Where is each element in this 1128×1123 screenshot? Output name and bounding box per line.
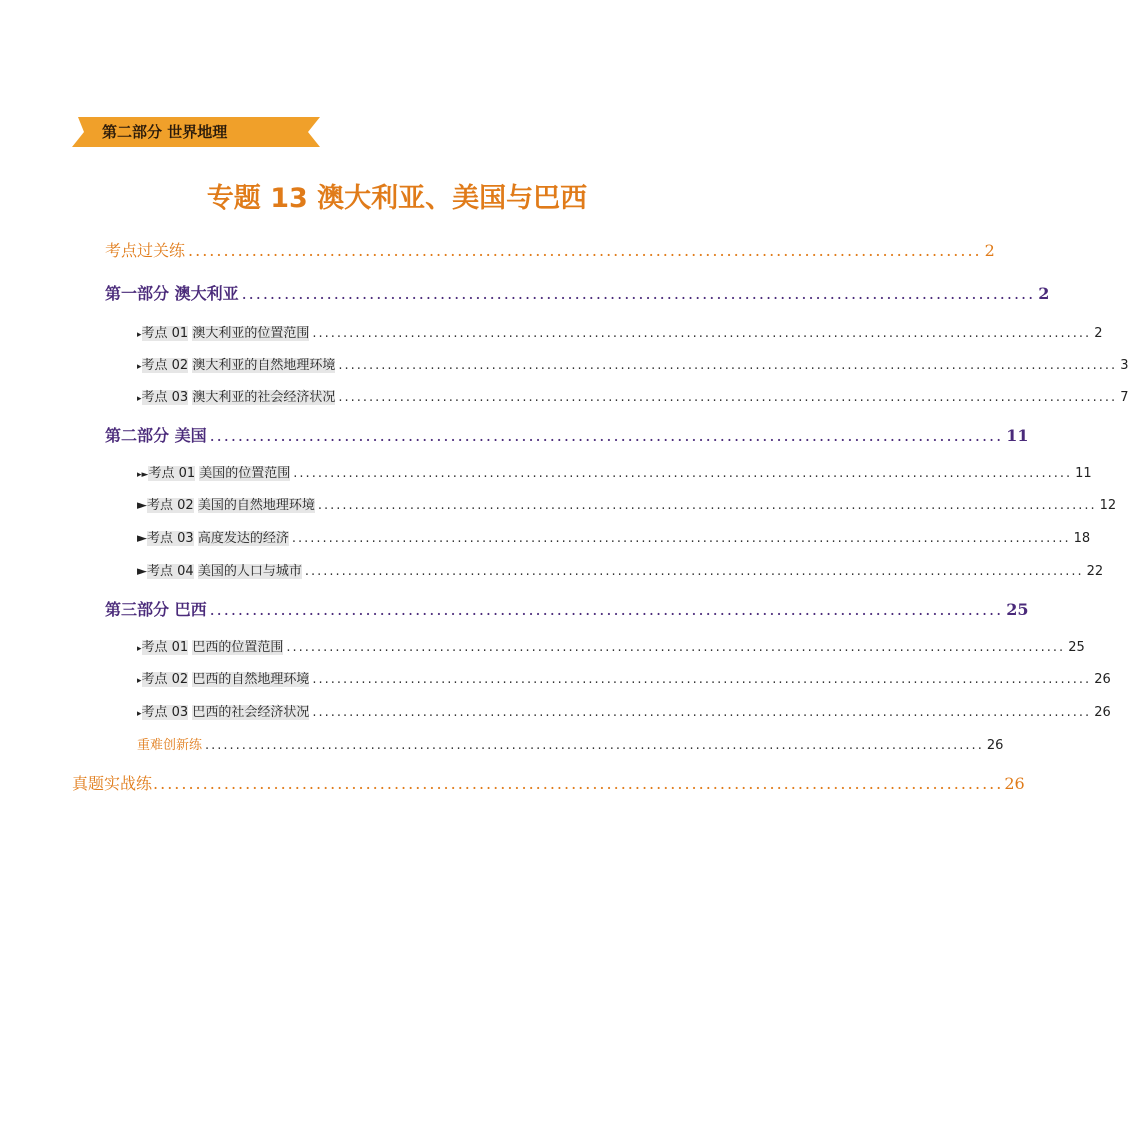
leader-dots: ............................................................................................................................... [338, 390, 1118, 405]
toc-item[interactable] [137, 636, 1085, 655]
toc-page-number: 26 [1004, 774, 1025, 793]
toc-item-code: 考点 04 [147, 564, 194, 579]
toc-label: 重难创新练 [137, 738, 203, 753]
toc-item[interactable] [137, 354, 1128, 373]
toc-item-code: 考点 02 [147, 498, 194, 513]
toc-page-number: 12 [1099, 498, 1117, 513]
toc-item[interactable] [137, 322, 1103, 341]
toc-item-text: 巴西的社会经济状况 [192, 705, 310, 720]
toc-entry-part1[interactable] [105, 281, 1050, 304]
toc-item-code: 考点 01 [148, 466, 196, 481]
toc-item-code: 考点 03 [141, 390, 189, 405]
toc-page-number: 18 [1073, 531, 1091, 546]
leader-dots: ............................................................................................................................... [312, 705, 1092, 720]
bullet-triangle-icon: ► [137, 531, 147, 546]
bullet-triangle-icon: ► [137, 498, 147, 513]
leader-dots: ............................................................................................................................... [293, 466, 1073, 481]
toc-page-number: 2 [984, 241, 995, 260]
bullet-triangle-icon: ▸ [137, 709, 142, 719]
toc-page-number: 2 [1094, 326, 1103, 341]
leader-dots: ............................................................................................................................... [338, 358, 1118, 373]
bullet-triangle-icon: ▸ [137, 394, 142, 404]
bullet-triangle-icon: ▸ [137, 330, 142, 340]
bullet-triangle-icon: ▸► [137, 470, 149, 480]
leader-dots: ................................................................................................................ [188, 241, 982, 260]
leader-dots: ............................................................................................................................... [317, 498, 1097, 513]
toc-item[interactable] [137, 494, 1117, 513]
toc-item-text: 澳大利亚的自然地理环境 [192, 358, 336, 373]
toc-item[interactable] [137, 560, 1104, 579]
toc-page-number: 3 [1120, 358, 1128, 373]
toc-page-number: 26 [1094, 705, 1111, 720]
toc-item[interactable] [137, 668, 1111, 687]
toc-page-number: 26 [1094, 672, 1111, 687]
toc-item-text: 澳大利亚的社会经济状况 [192, 390, 336, 405]
toc-page-number: 11 [1075, 466, 1092, 481]
toc-item-code: 考点 01 [141, 640, 189, 655]
toc-item[interactable] [137, 527, 1091, 546]
toc-page-number: 7 [1120, 390, 1128, 405]
toc-item-text: 澳大利亚的位置范围 [192, 326, 310, 341]
toc-item-code: 考点 02 [141, 358, 189, 373]
toc-item-code: 考点 03 [141, 705, 189, 720]
toc-item-code: 考点 01 [141, 326, 189, 341]
toc-entry-intro[interactable] [105, 238, 995, 261]
toc-page-number: 25 [1006, 600, 1029, 619]
toc-item-code: 考点 02 [141, 672, 189, 687]
leader-dots: ............................................................................................................................... [312, 326, 1092, 341]
bullet-triangle-icon: ▸ [137, 676, 142, 686]
bullet-triangle-icon: ► [137, 564, 147, 579]
toc-item-text: 美国的位置范围 [199, 466, 291, 481]
toc-item[interactable] [137, 462, 1092, 481]
toc-page-number: 22 [1086, 564, 1104, 579]
leader-dots: ................................................................................................................ [241, 284, 1036, 303]
leader-dots: ............................................................................................................................... [312, 672, 1092, 687]
toc-entry-part3[interactable] [105, 597, 1029, 620]
toc-item-text: 巴西的位置范围 [192, 640, 284, 655]
bullet-triangle-icon: ▸ [137, 362, 142, 372]
toc-entry-final[interactable] [72, 771, 1025, 794]
toc-label: 考点过关练 [105, 241, 186, 260]
banner-label: 第二部分 世界地理 [102, 123, 228, 141]
leader-dots: ........................................................................................................................ [153, 774, 1004, 793]
leader-dots: ............................................................................................................................... [291, 531, 1071, 546]
toc-entry-challenge[interactable] [137, 734, 1004, 753]
toc-item-text: 美国的自然地理环境 [197, 498, 315, 513]
toc-item-code: 考点 03 [147, 531, 194, 546]
toc-item[interactable] [137, 701, 1111, 720]
toc-page-number: 25 [1068, 640, 1085, 655]
toc-label: 第二部分 美国 [105, 426, 207, 445]
leader-dots: ................................................................................................................ [209, 600, 1004, 619]
leader-dots: ............................................................................................................................... [205, 738, 984, 753]
toc-item-text: 高度发达的经济 [197, 531, 289, 546]
toc-item-text: 美国的人口与城市 [197, 564, 302, 579]
toc-label: 真题实战练 [72, 774, 153, 793]
toc-label: 第一部分 澳大利亚 [105, 284, 239, 303]
toc-entry-part2[interactable] [105, 423, 1029, 446]
toc-label: 第三部分 巴西 [105, 600, 207, 619]
toc-item[interactable] [137, 386, 1128, 405]
section-banner [72, 115, 322, 149]
toc-item-text: 巴西的自然地理环境 [192, 672, 310, 687]
leader-dots: ................................................................................................................ [209, 426, 1004, 445]
leader-dots: ............................................................................................................................... [286, 640, 1066, 655]
toc-page-number: 2 [1038, 284, 1050, 303]
toc-page-number: 11 [1006, 426, 1029, 445]
document-title: 专题 13 澳大利亚、美国与巴西 [206, 183, 588, 214]
toc-page-number: 26 [986, 738, 1004, 753]
leader-dots: ............................................................................................................................... [304, 564, 1084, 579]
bullet-triangle-icon: ▸ [137, 644, 142, 654]
